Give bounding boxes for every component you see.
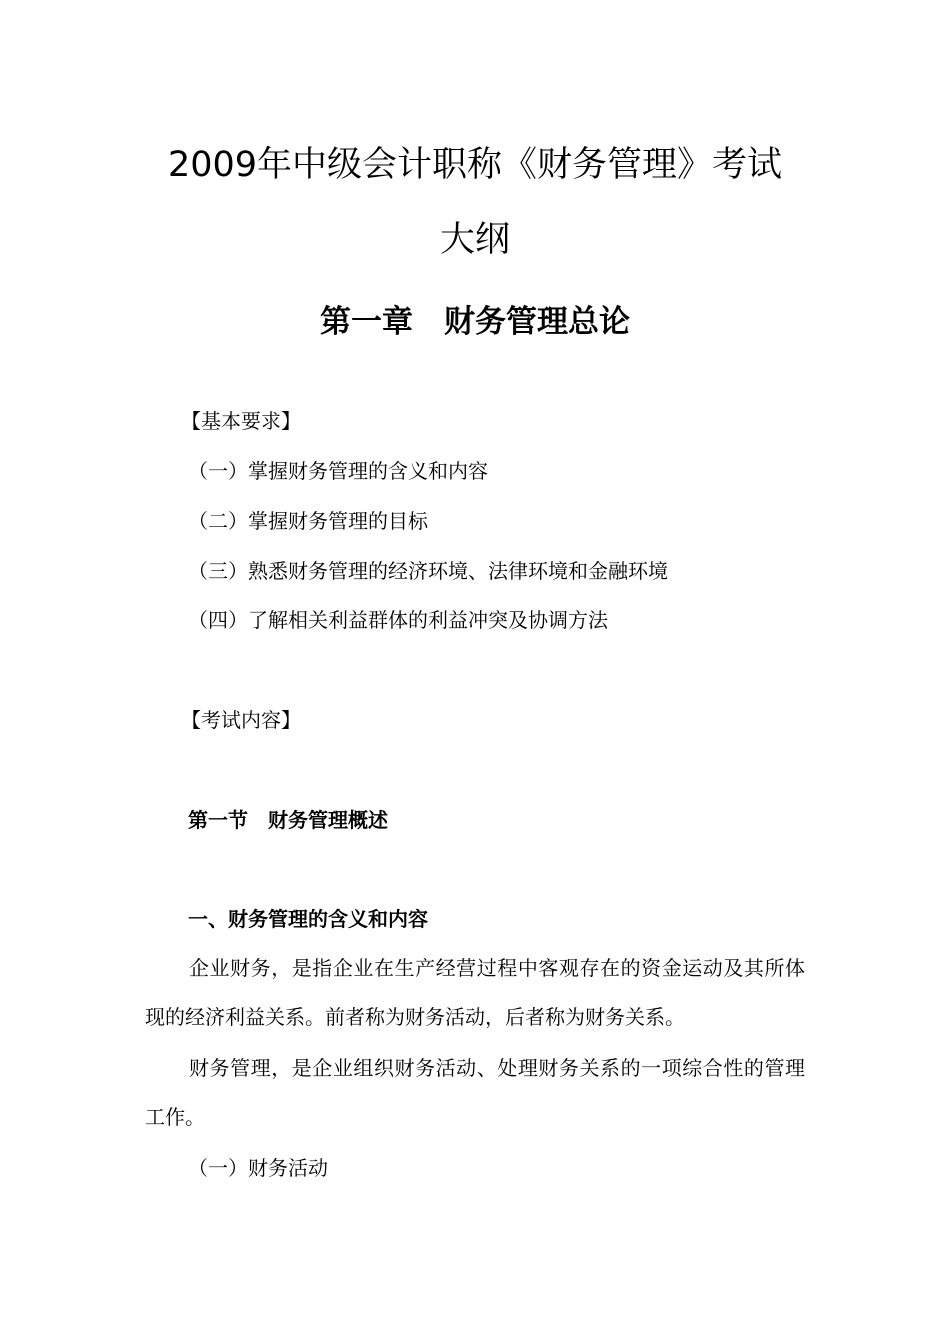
body-paragraph-2: 财务管理，是企业组织财务活动、处理财务关系的一项综合性的管理工作。 [145, 1056, 805, 1129]
subsection-title: 一、财务管理的含义和内容 [188, 907, 428, 931]
requirement-item-1: （一）掌握财务管理的含义和内容 [188, 459, 488, 483]
basic-requirements-heading: 【基本要求】 [181, 409, 301, 433]
requirement-item-4: （四）了解相关利益群体的利益冲突及协调方法 [188, 608, 608, 632]
section-title: 第一节 财务管理概述 [188, 808, 388, 832]
exam-content-heading: 【考试内容】 [181, 708, 301, 732]
document-title-line-1: 2009年中级会计职称《财务管理》考试 [167, 145, 783, 185]
body-paragraph-1: 企业财务，是指企业在生产经营过程中客观存在的资金运动及其所体现的经济利益关系。前者称为财务活动，后者称为财务关系。 [145, 956, 805, 1029]
document-title-line-2: 大纲 [439, 220, 510, 260]
chapter-title: 第一章 财务管理总论 [320, 304, 630, 340]
requirement-item-2: （二）掌握财务管理的目标 [188, 509, 428, 533]
sub-item-financial-activities: （一）财务活动 [188, 1156, 328, 1180]
requirement-item-3: （三）熟悉财务管理的经济环境、法律环境和金融环境 [188, 559, 668, 583]
